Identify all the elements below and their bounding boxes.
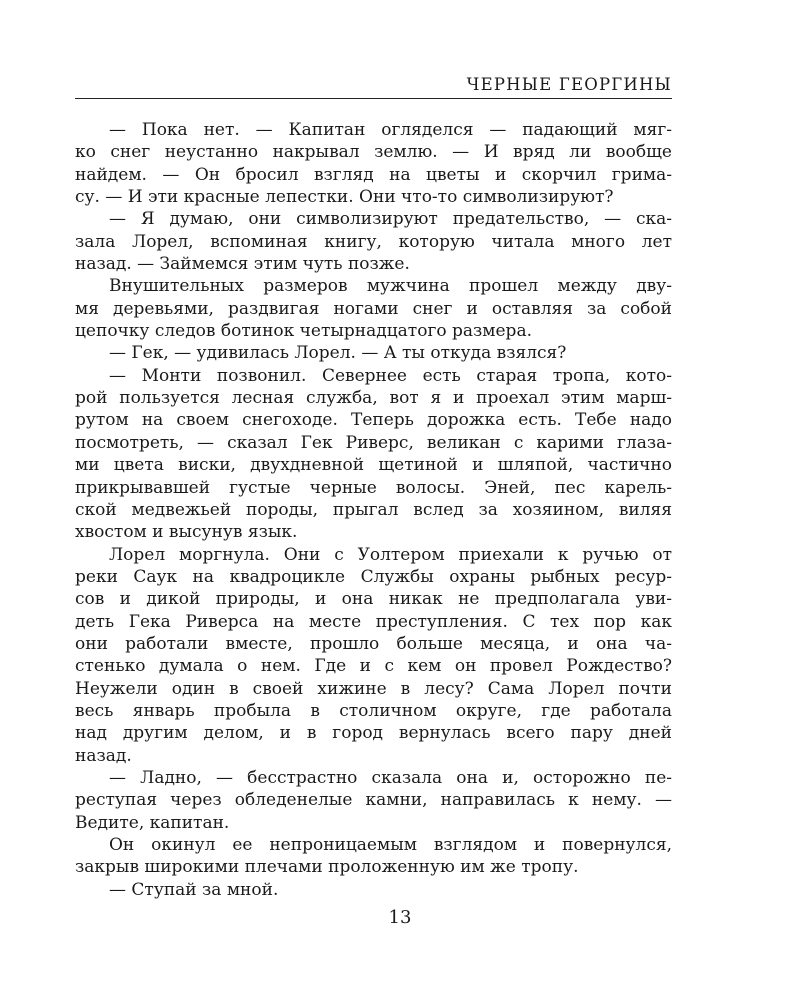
text-line: Лорел моргнула. Они с Уолтером приехали к ручью от [109, 544, 672, 565]
text-line: хвостом и высунув язык. [75, 522, 298, 543]
text-line: ми цвета виски, двухдневной щетиной и шляпой, частично [75, 455, 672, 476]
text-line: су. — И эти красные лепестки. Они что-то символизируют? [75, 187, 614, 208]
text-line: найдем. — Он бросил взгляд на цветы и скорчил грима- [75, 164, 672, 185]
text-line: посмотреть, — сказал Гек Риверс, великан с карими глаза- [75, 432, 672, 453]
text-line: назад. — Займемся этим чуть позже. [75, 254, 410, 275]
text-line: ской медвежьей породы, прыгал вслед за хозяином, виляя [75, 499, 672, 520]
text-line: Ведите, капитан. [75, 812, 230, 833]
text-line: весь январь пробыла в столичном округе, где работала [75, 700, 672, 721]
text-line: закрыв широкими плечами проложенную им же тропу. [75, 857, 579, 878]
text-line: ко снег неустанно накрывал землю. — И вряд ли вообще [75, 142, 672, 163]
text-line: рутом на своем снегоходе. Теперь дорожка есть. Тебе надо [75, 410, 672, 431]
text-line: реступая через обледенелые камни, направилась к нему. — [75, 790, 672, 811]
text-line: цепочку следов ботинок четырнадцатого размера. [75, 321, 532, 342]
body-text [75, 119, 672, 901]
text-line: зала Лорел, вспоминая книгу, которую читала много лет [75, 231, 672, 252]
text-line: назад. [75, 745, 132, 766]
text-line: Неужели один в своей хижине в лесу? Сама Лорел почти [75, 678, 672, 699]
text-line: — Я думаю, они символизируют предательство, — ска- [109, 209, 672, 230]
text-line: реки Саук на квадроцикле Службы охраны рыбных ресур- [75, 566, 672, 587]
text-line: — Гек, — удивилась Лорел. — А ты откуда взялся? [109, 343, 567, 364]
text-line: прикрывавшей густые черные волосы. Эней, пес карель- [75, 477, 672, 498]
text-line: — Пока нет. — Капитан огляделся — падающий мяг- [109, 120, 672, 140]
text-line: над другим делом, и в город вернулась всего пару дней [75, 723, 672, 744]
text-line: Он окинул ее непроницаемым взглядом и повернулся, [109, 835, 672, 855]
text-line: сов и дикой природы, и она никак не предполагала уви- [75, 589, 672, 610]
text-line: — Ладно, — бесстрастно сказала она и, осторожно пе- [109, 767, 672, 788]
text-line: — Ступай за мной. [109, 879, 279, 900]
text-line: — Монти позвонил. Севернее есть старая тропа, кото- [109, 365, 672, 386]
text-line: они работали вместе, прошло больше месяца, и она ча- [75, 633, 672, 654]
page-number: 13 [388, 907, 412, 928]
text-line: деть Гека Риверса на месте преступления. С тех пор как [75, 611, 672, 632]
running-header [75, 74, 672, 99]
text-line: рой пользуется лесная служба, вот я и проехал этим марш- [75, 388, 672, 409]
running-title: ЧЕРНЫЕ ГЕОРГИНЫ [466, 75, 672, 94]
text-line: мя деревьями, раздвигая ногами снег и оставляя за собой [75, 298, 672, 319]
text-line: Внушительных размеров мужчина прошел между дву- [109, 276, 672, 297]
text-line: стенько думала о нем. Где и с кем он провел Рождество? [75, 656, 672, 677]
